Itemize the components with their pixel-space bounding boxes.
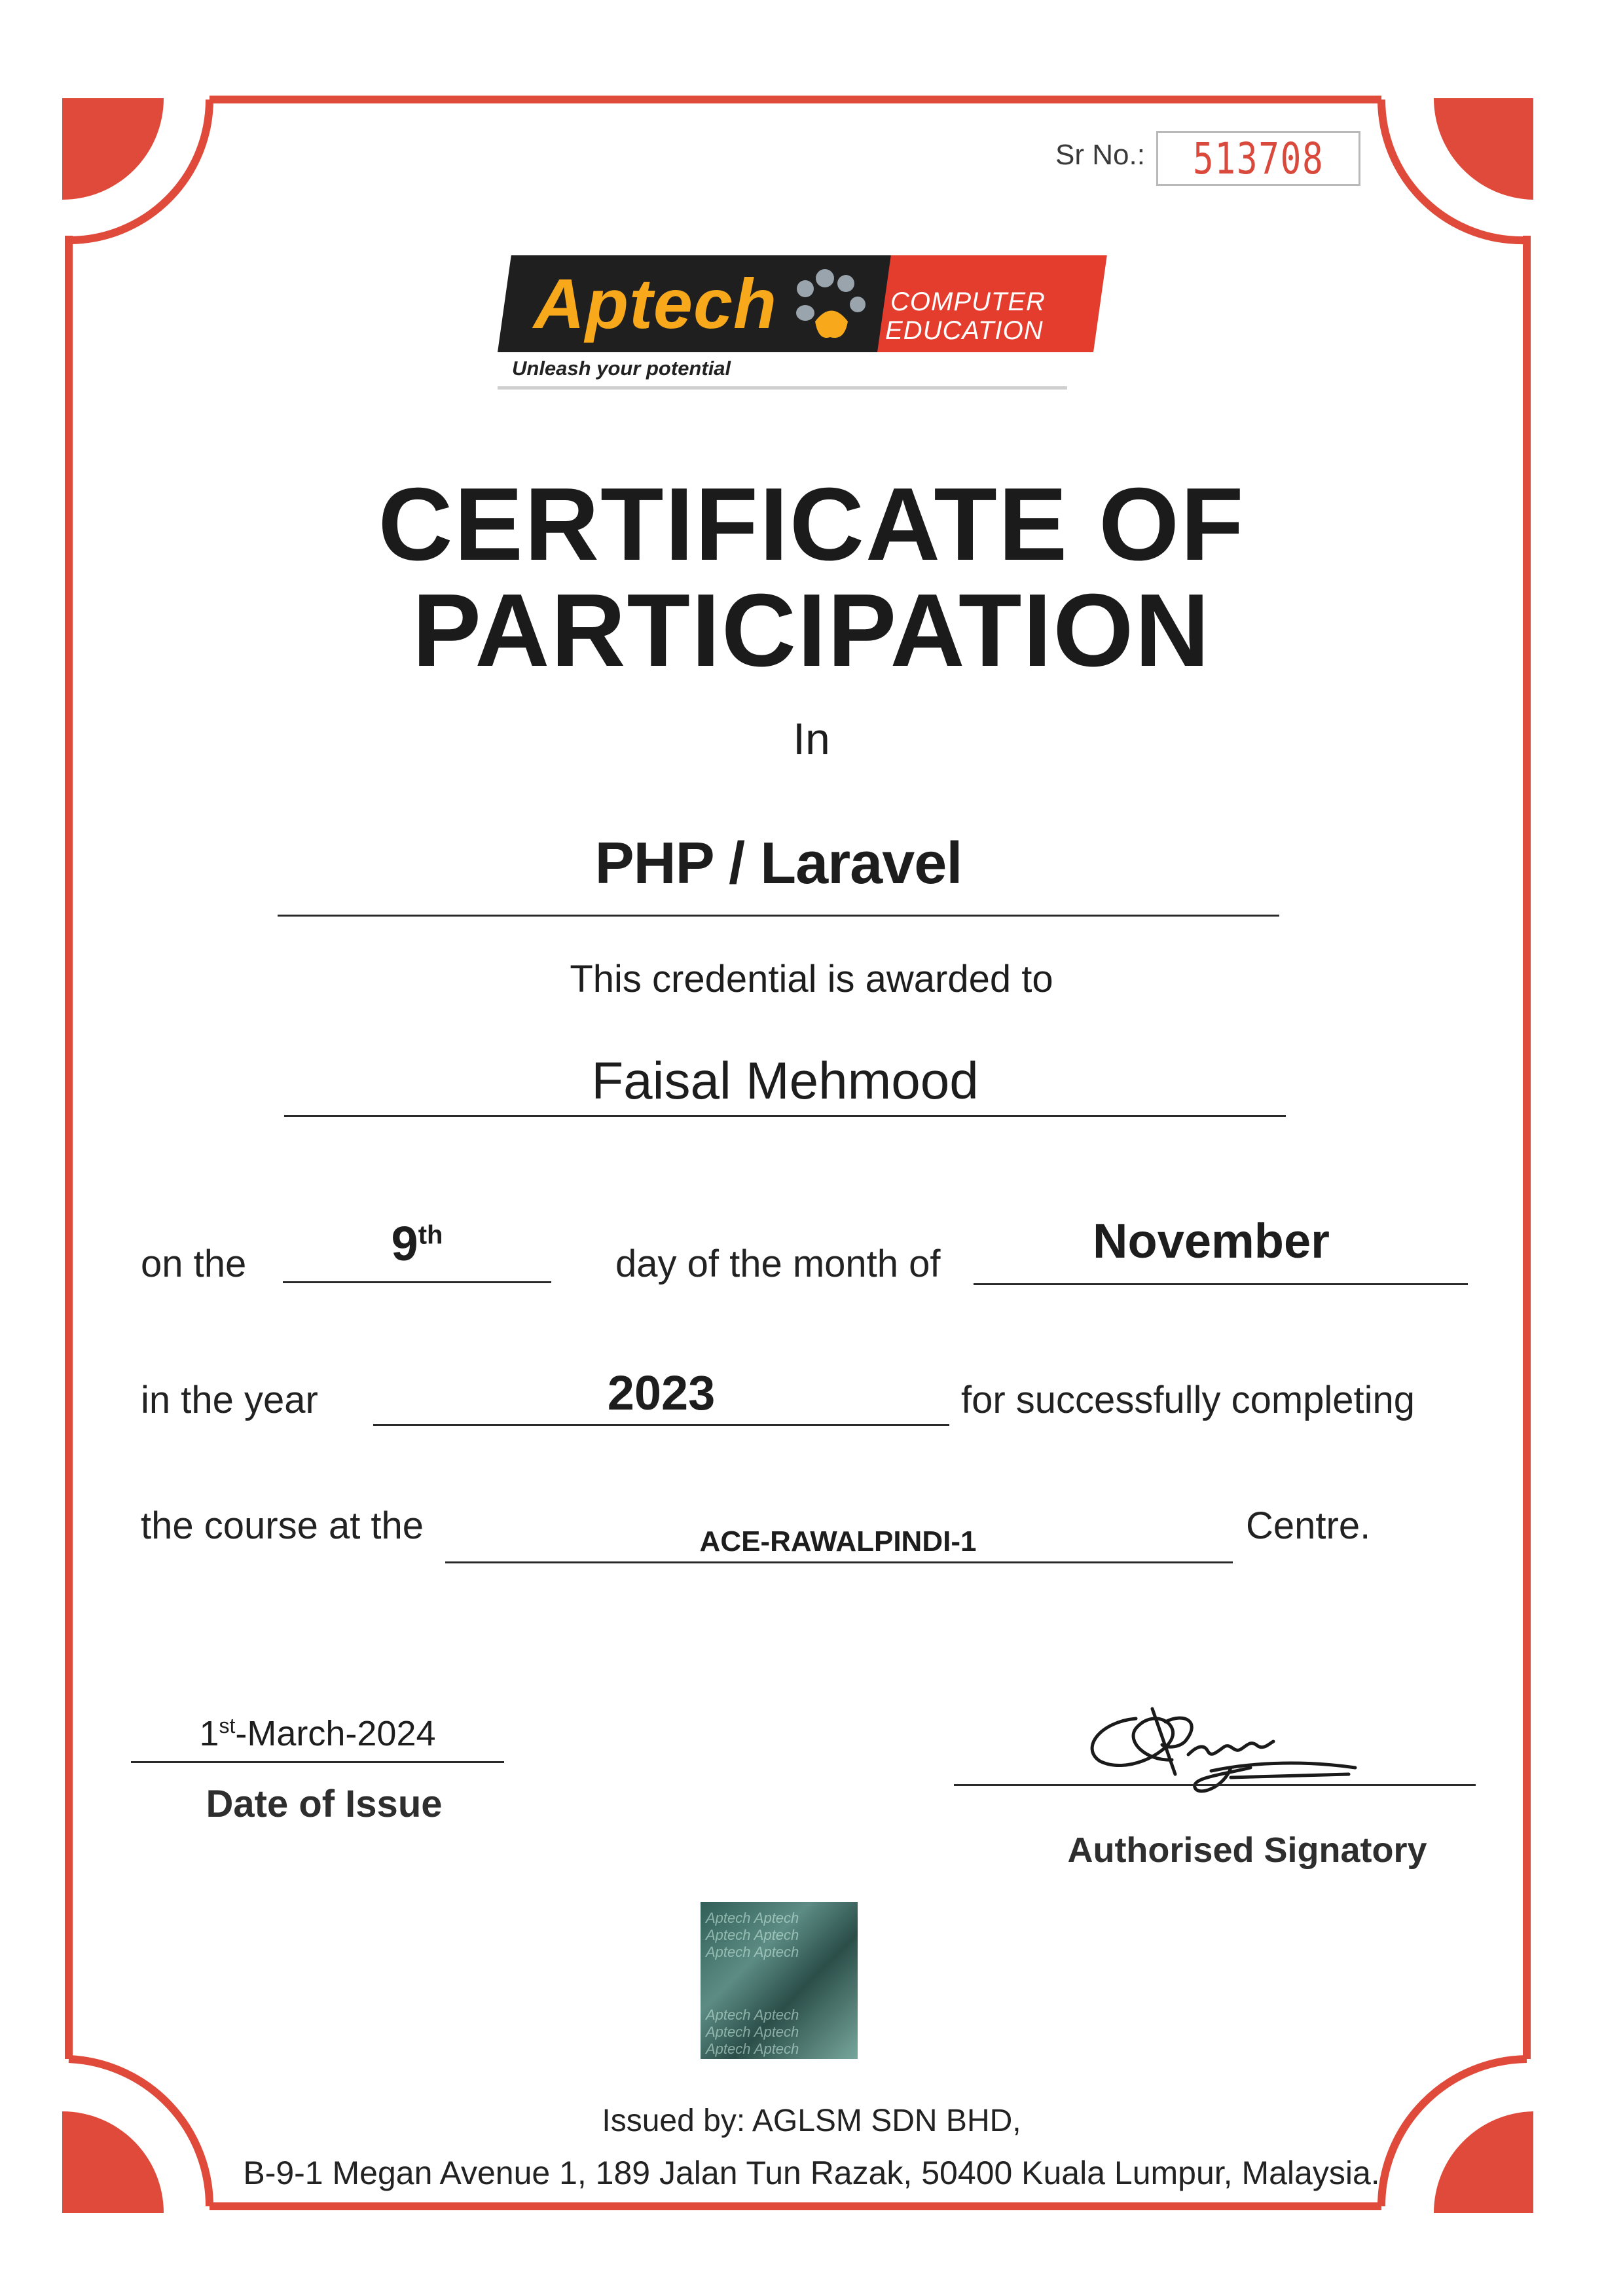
hologram-text: Aptech Aptech [706,2024,799,2040]
hologram-text: Aptech Aptech [706,2041,799,2057]
centre-underline [445,1561,1233,1563]
logo-computer-text: COMPUTER [890,287,1046,316]
serial-number-label: Sr No.: [1055,139,1145,171]
day-underline [283,1281,551,1283]
date-of-issue-label: Date of Issue [206,1783,443,1825]
security-hologram [701,1902,858,2059]
month-value: November [1093,1214,1330,1268]
course-name: PHP / Laravel [594,831,962,896]
signature-image [1074,1683,1375,1813]
certificate-title [0,467,1623,688]
issue-day: 1 [199,1714,219,1753]
course-at-label: the course at the [141,1504,424,1547]
completing-label: for successfully completing [961,1379,1415,1421]
month-label: day of the month of [615,1243,941,1285]
authorised-signatory-label: Authorised Signatory [1067,1831,1427,1870]
issuer-address: B-9-1 Megan Avenue 1, 189 Jalan Tun Razak, 50400 Kuala Lumpur, Malaysia. [243,2155,1380,2191]
hologram-text: Aptech Aptech [706,1927,799,1943]
issue-day-suffix: st [219,1714,236,1738]
year-label: in the year [141,1379,318,1421]
hologram-text: Aptech Aptech [706,1944,799,1960]
recipient-underline [284,1115,1286,1117]
issue-month-year: -March-2024 [235,1714,436,1753]
issue-date-underline [131,1761,504,1763]
year-value: 2023 [607,1366,716,1420]
recipient-name: Faisal Mehmood [591,1051,979,1110]
issue-date [131,1713,504,1754]
logo-wordmark: Aptech [534,264,778,343]
day-value [283,1216,551,1271]
title-line-2: PARTICIPATION [412,573,1211,688]
awarded-text: This credential is awarded to [570,958,1053,1000]
year-underline [373,1424,949,1426]
on-the-label: on the [141,1243,247,1285]
centre-value: ACE-RAWALPINDI-1 [699,1525,977,1558]
aptech-logo [498,252,1100,403]
course-underline [278,915,1279,917]
day-suffix: th [418,1220,443,1250]
logo-education-text: EDUCATION [885,316,1044,345]
issued-by-text: Issued by: AGLSM SDN BHD, [602,2104,1021,2138]
signature-line [954,1784,1476,1786]
title-line-1: CERTIFICATE OF [378,467,1245,582]
serial-number-box [1156,131,1360,186]
hologram-text: Aptech Aptech [706,2007,799,2023]
in-word: In [793,714,830,764]
serial-number-value: 513708 [1192,133,1324,184]
logo-underline [498,386,1067,390]
day-number: 9 [391,1216,418,1271]
paw-icon [786,264,871,349]
month-underline [974,1283,1468,1285]
hologram-text: Aptech Aptech [706,1910,799,1926]
centre-label: Centre. [1246,1504,1371,1547]
logo-tagline: Unleash your potential [512,357,731,380]
